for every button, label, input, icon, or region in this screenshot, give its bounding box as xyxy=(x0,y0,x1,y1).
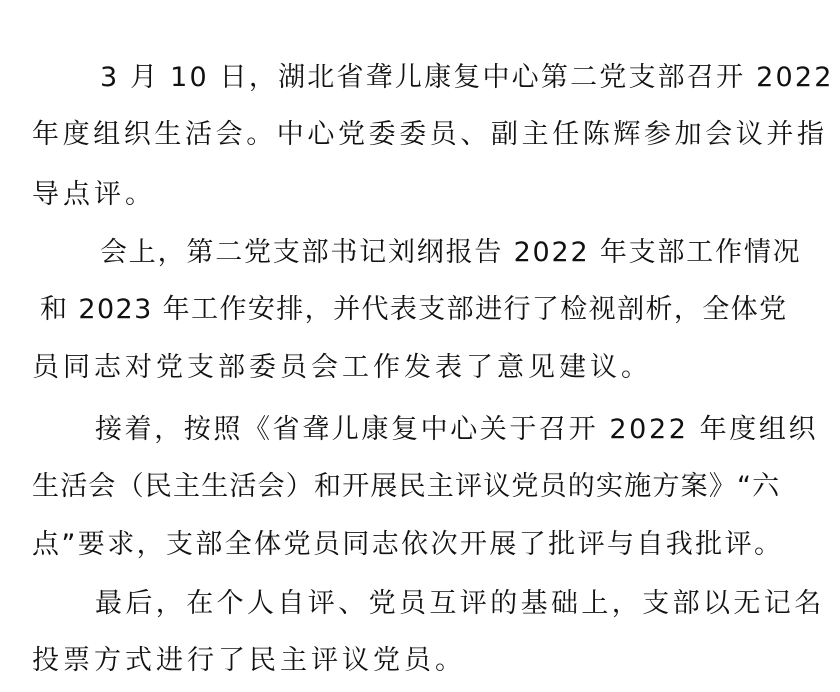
paragraph-4-line-1: 最后，在个人自评、党员互评的基础上，支部以无记名 xyxy=(95,588,825,619)
paragraph-1-line-2: 年度组织生活会。中心党委委员、副主任陈辉参加会议并指 xyxy=(32,119,828,150)
paragraph-1-line-3: 导点评。 xyxy=(32,179,156,210)
paragraph-2-line-2: 和 2023 年工作安排，并代表支部进行了检视剖析，全体党 xyxy=(40,294,788,325)
paragraph-2-line-3: 员同志对党支部委员会工作发表了意见建议。 xyxy=(32,352,652,383)
paragraph-4-line-2: 投票方式进行了民主评议党员。 xyxy=(32,645,466,676)
paragraph-3-line-1: 接着，按照《省聋儿康复中心关于召开 2022 年度组织 xyxy=(95,414,819,445)
paragraph-3-line-2: 生活会（民主生活会）和开展民主评议党员的实施方案》“六 xyxy=(32,471,781,502)
paragraph-1-line-1: 3 月 10 日，湖北省聋儿康复中心第二党支部召开 2022 xyxy=(100,62,834,93)
paragraph-2-line-1: 会上，第二党支部书记刘纲报告 2022 年支部工作情况 xyxy=(100,237,802,268)
paragraph-3-line-3: 点”要求，支部全体党员同志依次开展了批评与自我批评。 xyxy=(32,529,784,560)
